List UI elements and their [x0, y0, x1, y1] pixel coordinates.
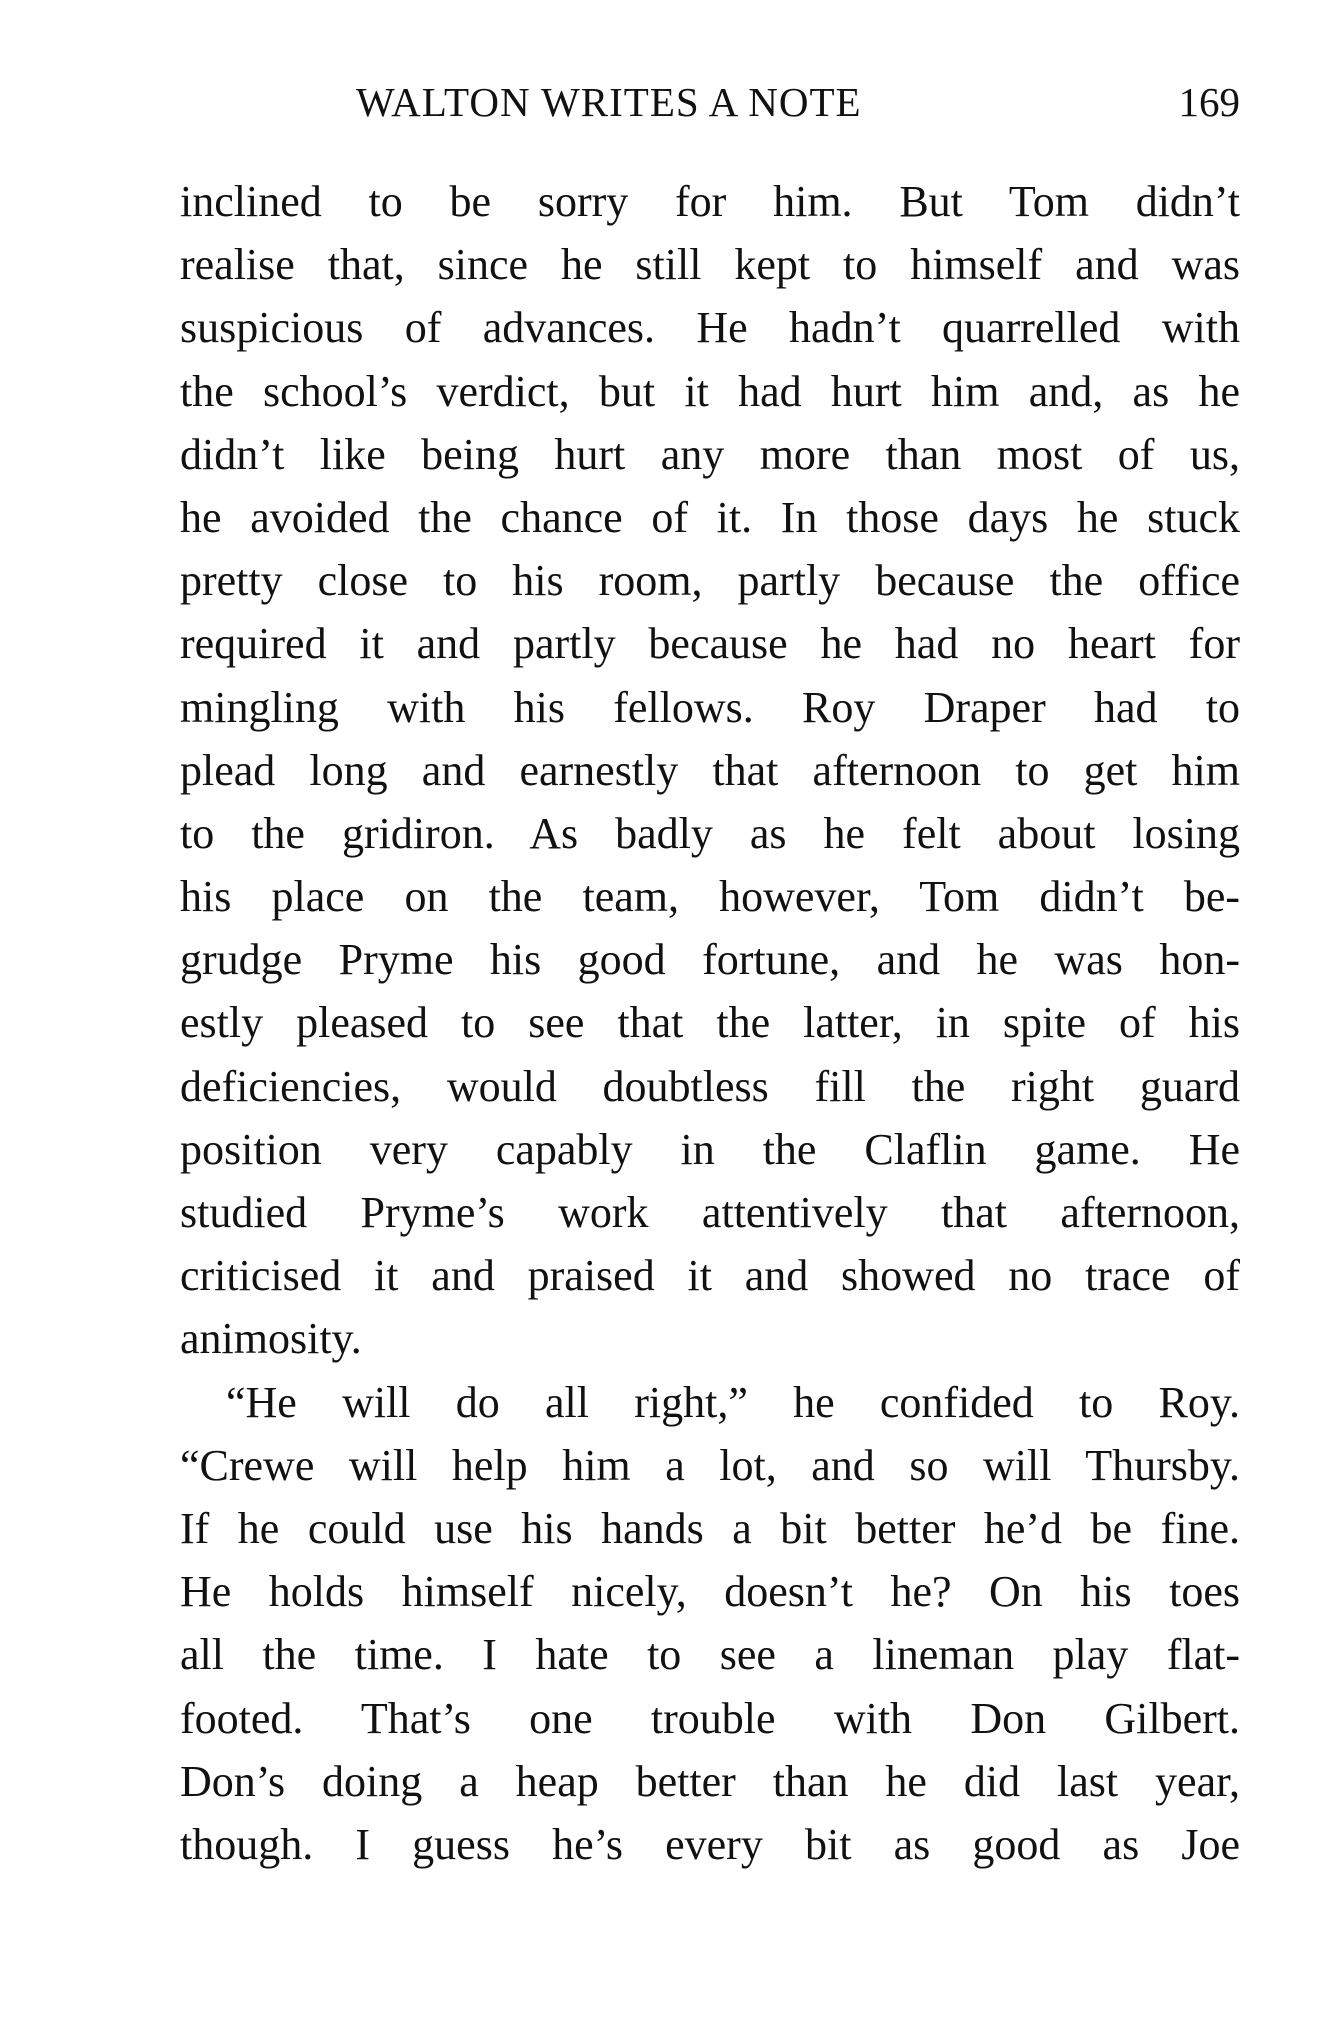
text-line: suspicious of advances. He hadn’t quarrelled with	[180, 303, 1240, 353]
text-line: the school’s verdict, but it had hurt him and, as he	[180, 366, 1240, 416]
text-line: estly pleased to see that the latter, in spite of his	[180, 998, 1240, 1048]
text-line: position very capably in the Claflin game. He	[180, 1124, 1240, 1174]
text-line: his place on the team, however, Tom didn’t be-	[180, 872, 1240, 922]
text-line: though. I guess he’s every bit as good as Joe	[180, 1819, 1240, 1869]
text-line: grudge Pryme his good fortune, and he was hon-	[180, 935, 1240, 985]
text-line: plead long and earnestly that afternoon to get him	[180, 745, 1240, 795]
page-number: 169	[1178, 79, 1240, 125]
text-line: footed. That’s one trouble with Don Gilbert.	[180, 1693, 1240, 1743]
body-text	[180, 170, 1240, 1876]
text-line: mingling with his fellows. Roy Draper had to	[180, 682, 1240, 732]
text-line: criticised it and praised it and showed no trace of	[180, 1251, 1240, 1301]
text-line: “Crewe will help him a lot, and so will Thursby.	[180, 1440, 1240, 1490]
text-line: If he could use his hands a bit better he’d be fine.	[180, 1503, 1240, 1553]
text-line: he avoided the chance of it. In those days he stuck	[180, 492, 1240, 542]
text-line: all the time. I hate to see a lineman play flat-	[180, 1630, 1240, 1680]
text-line: He holds himself nicely, doesn’t he? On his toes	[180, 1567, 1240, 1617]
text-line: deficiencies, would doubtless fill the right guard	[180, 1061, 1240, 1111]
text-line: realise that, since he still kept to himself and was	[180, 240, 1240, 290]
text-line: required it and partly because he had no heart for	[180, 619, 1240, 669]
text-line: animosity.	[180, 1314, 362, 1364]
text-line: “He will do all right,” he confided to Roy.	[226, 1377, 1240, 1427]
text-line: inclined to be sorry for him. But Tom didn’t	[180, 177, 1240, 226]
text-line: didn’t like being hurt any more than most of us,	[180, 429, 1240, 479]
text-line: studied Pryme’s work attentively that afternoon,	[180, 1188, 1240, 1237]
running-head: WALTON WRITES A NOTE	[356, 79, 862, 125]
text-line: pretty close to his room, partly because the office	[180, 556, 1240, 606]
page-header	[180, 78, 1240, 138]
text-line: to the gridiron. As badly as he felt about losing	[180, 808, 1240, 858]
text-line: Don’s doing a heap better than he did last year,	[180, 1756, 1240, 1806]
